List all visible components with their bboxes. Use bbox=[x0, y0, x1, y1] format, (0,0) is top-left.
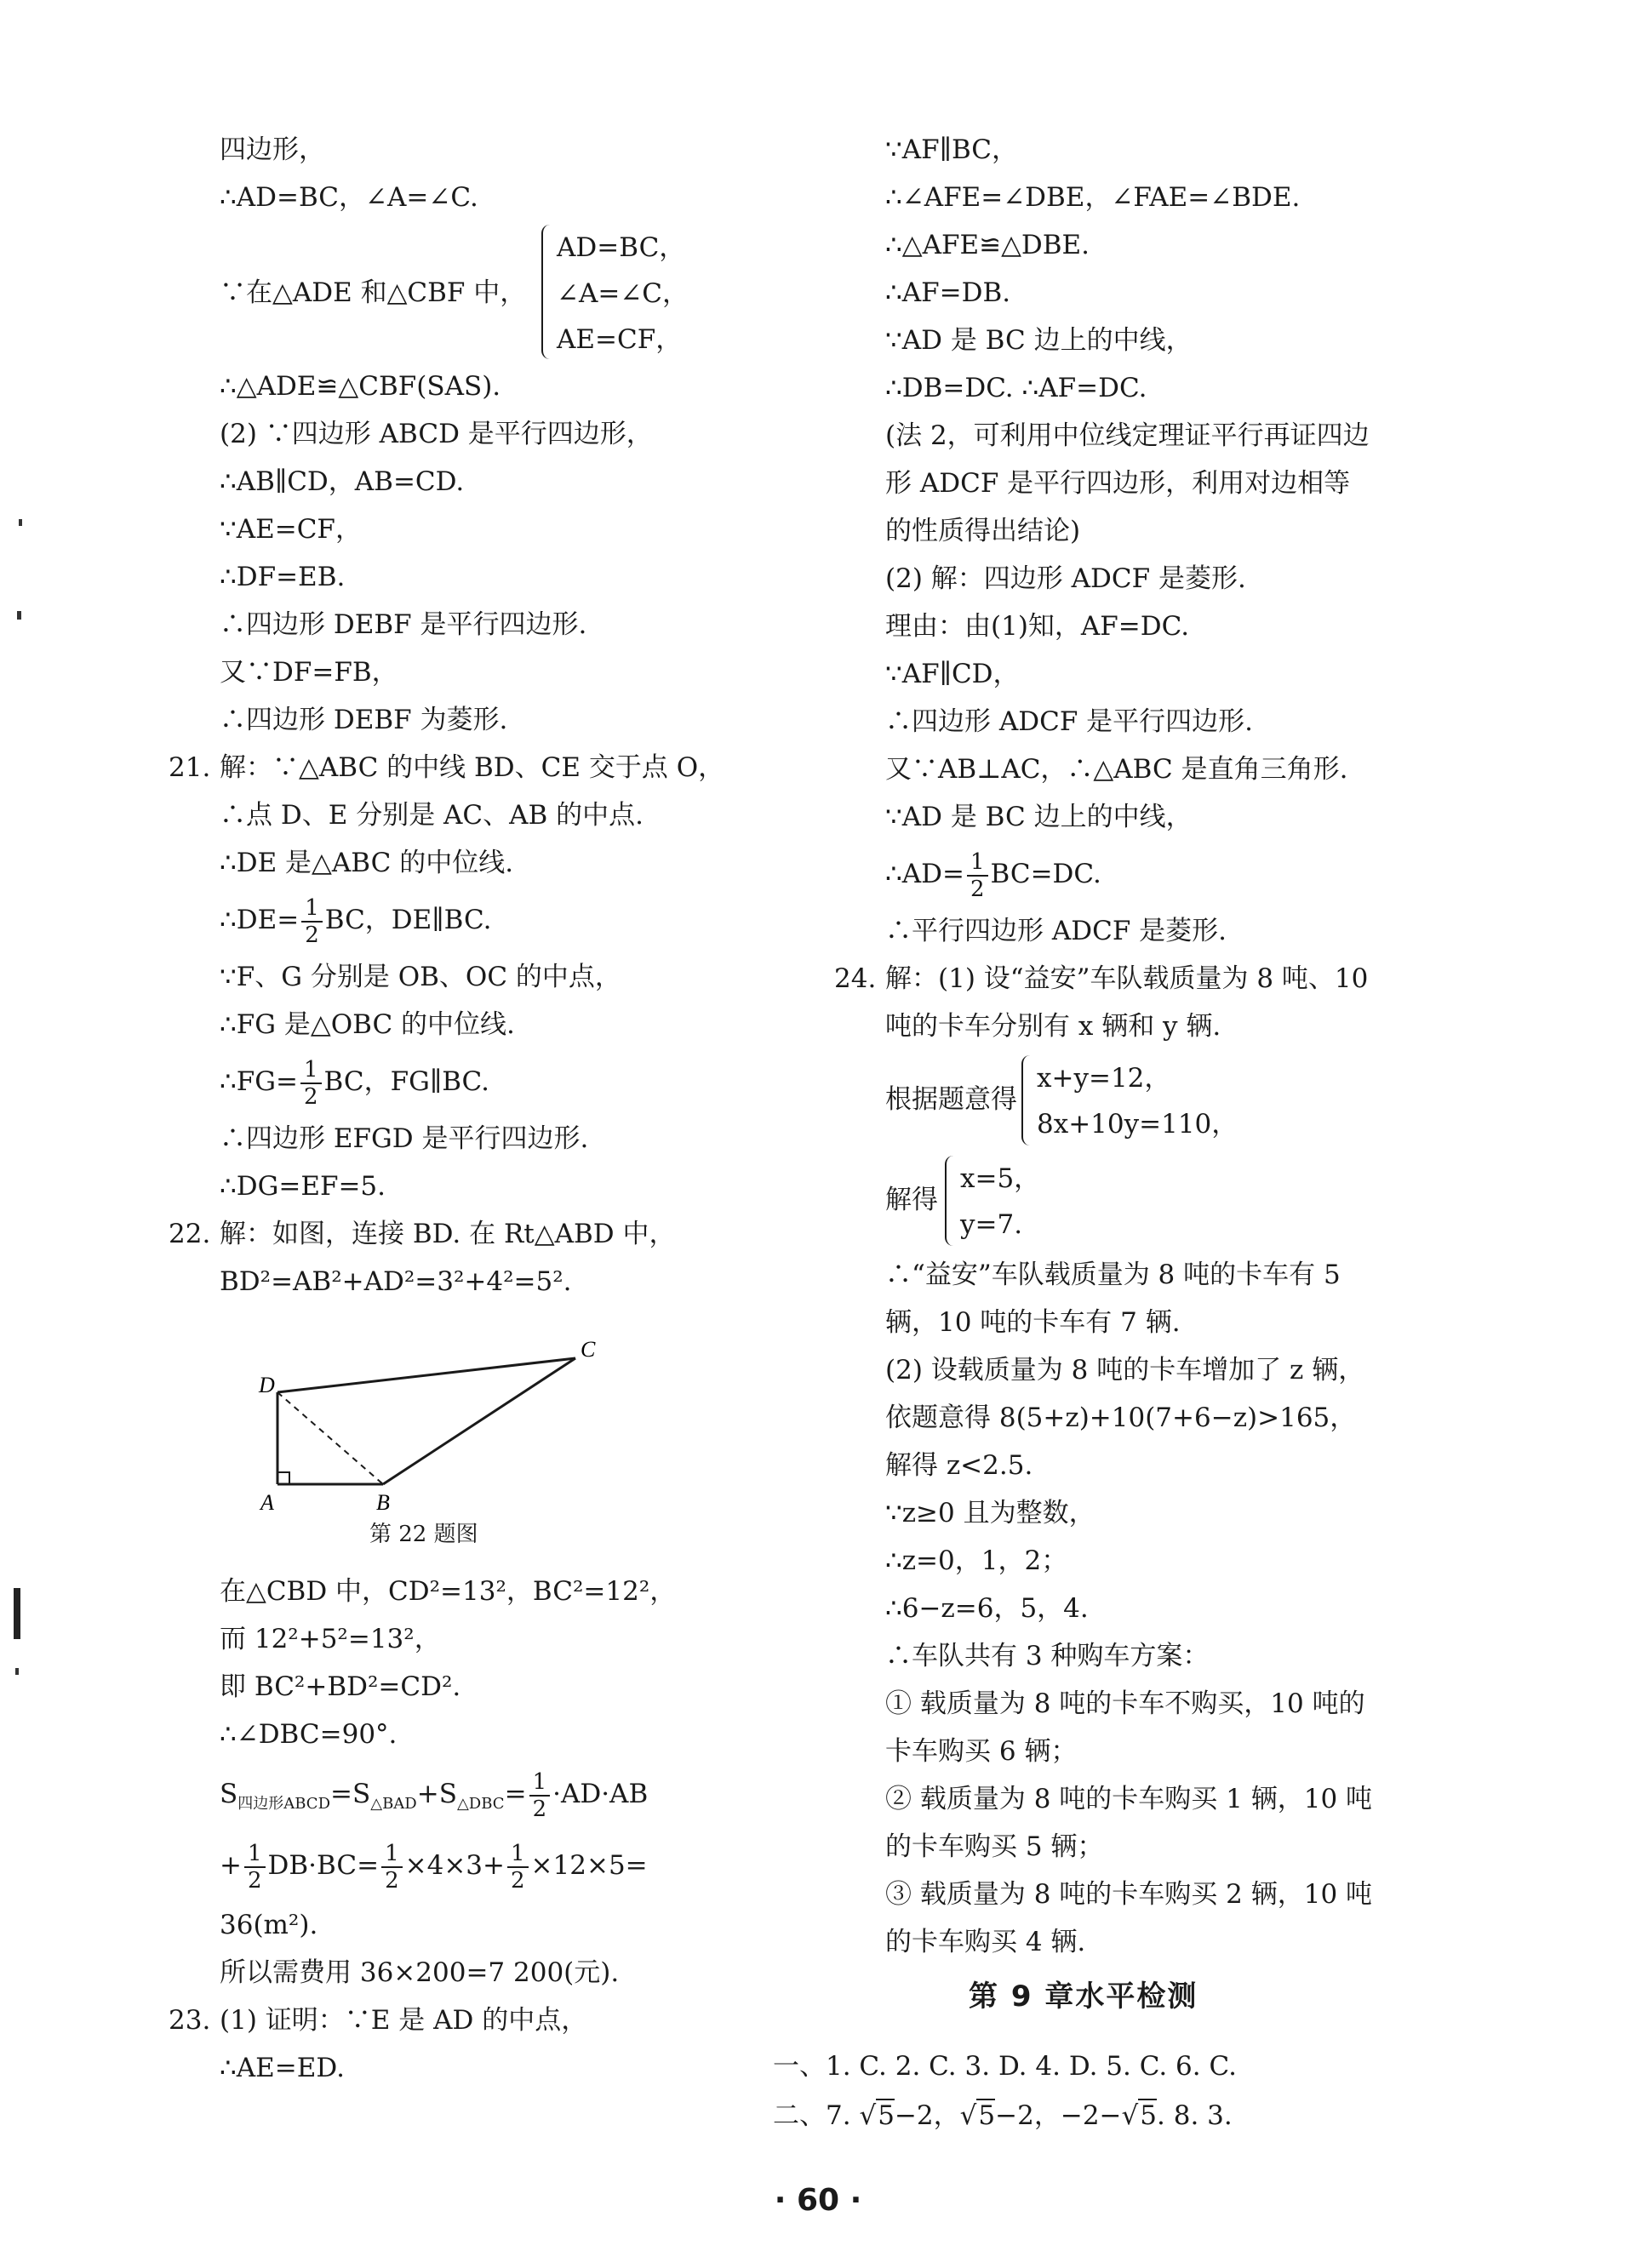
text-line: 辆，10 吨的卡车有 7 辆. bbox=[885, 1307, 1181, 1338]
text-part: BC，FG∥BC. bbox=[323, 1066, 490, 1097]
question-23 bbox=[169, 1997, 926, 2044]
text-line: 又∵AB⊥AC，∴△ABC 是直角三角形. bbox=[885, 754, 1348, 785]
sqrt-icon: √ bbox=[859, 2100, 877, 2131]
numerator: 1 bbox=[244, 1841, 266, 1868]
text-part: −2，−2− bbox=[995, 2100, 1122, 2131]
question-number: 24. bbox=[834, 963, 877, 994]
text-line: ∴平行四边形 ADCF 是菱形. bbox=[885, 916, 1227, 946]
text-line: ∴AB∥CD，AB=CD. bbox=[220, 466, 465, 497]
diagonal-bd bbox=[277, 1392, 383, 1484]
text-line: ∵F、G 分别是 OB、OC 的中点， bbox=[220, 962, 621, 992]
fraction-line bbox=[220, 1048, 926, 1115]
scan-mark bbox=[15, 1668, 19, 1675]
question-number: 21. bbox=[169, 752, 211, 783]
system-rows bbox=[541, 225, 689, 359]
text-part: ∴DE= bbox=[220, 905, 300, 935]
denominator: 2 bbox=[303, 1083, 318, 1110]
text-line: ∴AF=DB. bbox=[885, 277, 1011, 308]
radicand: 5 bbox=[978, 2100, 996, 2131]
brace-shape bbox=[1021, 1055, 1035, 1145]
text-line: ∴△AFE≌△DBE. bbox=[885, 230, 1090, 260]
text-line: 在△CBD 中，CD²=13²，BC²=12²， bbox=[220, 1576, 677, 1607]
right-angle-mark bbox=[277, 1472, 289, 1484]
text-line: 所以需费用 36×200=7 200(元). bbox=[220, 1957, 620, 1988]
text-line: (2) 解：四边形 ADCF 是菱形. bbox=[885, 563, 1246, 594]
text-line: ∴AE=ED. bbox=[220, 2053, 345, 2083]
text-line: ∴z=0，1，2； bbox=[885, 1545, 1068, 1576]
text-line: (1) 证明：∵E 是 AD 的中点， bbox=[220, 2005, 588, 2036]
text-line: ∴车队共有 3 种购车方案： bbox=[885, 1641, 1210, 1671]
text-part: ∴AD= bbox=[885, 859, 964, 889]
scan-mark bbox=[19, 519, 22, 526]
text-line: ∴AD=BC，∠A=∠C. bbox=[220, 182, 478, 213]
label-d: D bbox=[259, 1373, 275, 1397]
sqrt-icon: √ bbox=[959, 2100, 977, 2131]
area-formula-line bbox=[220, 1830, 926, 1901]
system-row: 8x+10y=110， bbox=[1037, 1109, 1238, 1140]
label-a: A bbox=[260, 1490, 274, 1515]
text-line: ∴四边形 EFGD 是平行四边形. bbox=[220, 1123, 589, 1154]
label-c: C bbox=[581, 1337, 596, 1362]
text-line: (法 2，可利用中位线定理证平行再证四边 bbox=[885, 420, 1370, 451]
fraction-half bbox=[301, 895, 323, 948]
numerator: 1 bbox=[300, 1057, 322, 1084]
text-line: 解得 z<2.5. bbox=[885, 1450, 1033, 1481]
radicand: 5 bbox=[1140, 2100, 1158, 2131]
radicand: 5 bbox=[878, 2100, 895, 2131]
text-line: 36(m²). bbox=[220, 1910, 318, 1940]
text-line: (2) ∵四边形 ABCD 是平行四边形， bbox=[220, 419, 653, 449]
text-line: ∴点 D、E 分别是 AC、AB 的中点. bbox=[220, 800, 644, 831]
text-part: + bbox=[220, 1850, 242, 1881]
sqrt-icon: √ bbox=[1121, 2100, 1139, 2131]
numerator: 1 bbox=[301, 895, 323, 923]
denominator: 2 bbox=[385, 1867, 399, 1894]
system-prefix: ∵在△ADE 和△CBF 中， bbox=[220, 277, 527, 308]
text-part: DB·BC= bbox=[267, 1850, 380, 1881]
text-line: ∵z≥0 且为整数， bbox=[885, 1498, 1095, 1528]
text-line: (2) 设载质量为 8 吨的卡车增加了 z 辆， bbox=[885, 1355, 1365, 1385]
text-line: ∵AF∥BC， bbox=[885, 134, 1019, 165]
text-part: −2， bbox=[894, 2100, 960, 2131]
text-line: ∴FG 是△OBC 的中位线. bbox=[220, 1009, 515, 1040]
text-part: 二、7. bbox=[773, 2100, 860, 2131]
text-part: ×12×5= bbox=[530, 1850, 648, 1881]
quadrilateral-figure bbox=[247, 1328, 604, 1523]
chapter-heading: 第 9 章水平检测 bbox=[969, 1980, 1198, 2014]
text-line: 的卡车购买 4 辆. bbox=[885, 1927, 1086, 1957]
subscript: △DBC bbox=[456, 1795, 505, 1814]
text-line: ∴∠DBC=90°. bbox=[220, 1719, 398, 1750]
text-line: 的性质得出结论) bbox=[885, 516, 1081, 546]
system-prefix: 根据题意得 bbox=[885, 1084, 1017, 1115]
scan-mark bbox=[14, 1588, 20, 1639]
fraction-half bbox=[529, 1769, 551, 1822]
fraction-half bbox=[300, 1057, 322, 1110]
text-part: =S bbox=[330, 1779, 371, 1809]
text-line: 而 12²+5²=13²， bbox=[220, 1624, 441, 1654]
right-column bbox=[834, 126, 1430, 1966]
fraction-half bbox=[507, 1841, 529, 1894]
text-line: ∴△ADE≌△CBF(SAS). bbox=[220, 371, 501, 402]
system-rows bbox=[945, 1156, 1040, 1246]
text-line: ∴∠AFE=∠DBE，∠FAE=∠BDE. bbox=[885, 182, 1301, 213]
text-line: 解：∵△ABC 的中线 BD、CE 交于点 O， bbox=[220, 752, 725, 783]
system-row: x=5， bbox=[960, 1163, 1041, 1194]
text-line: 四边形， bbox=[220, 134, 325, 165]
fraction-half bbox=[967, 849, 988, 902]
denominator: 2 bbox=[305, 922, 319, 948]
brace-shape bbox=[945, 1156, 958, 1246]
question-21 bbox=[169, 744, 926, 791]
text-part: ×4×3+ bbox=[404, 1850, 505, 1881]
text-part: S bbox=[220, 1779, 238, 1809]
denominator: 2 bbox=[970, 876, 985, 902]
text-part: BC，DE∥BC. bbox=[324, 905, 492, 935]
text-line: ∴6−z=6，5，4. bbox=[885, 1593, 1089, 1624]
text-line: 的卡车购买 5 辆； bbox=[885, 1831, 1104, 1862]
text-line: ① 载质量为 8 吨的卡车不购买，10 吨的 bbox=[885, 1688, 1365, 1719]
denominator: 2 bbox=[511, 1867, 525, 1894]
text-part: ∴FG= bbox=[220, 1066, 298, 1097]
left-column bbox=[169, 126, 926, 1305]
fraction-line bbox=[885, 841, 1430, 907]
system-prefix: 解得 bbox=[885, 1185, 938, 1215]
subscript: △BAD bbox=[370, 1795, 417, 1814]
text-line: 形 ADCF 是平行四边形，利用对边相等 bbox=[885, 468, 1351, 499]
question-24 bbox=[834, 955, 1430, 1003]
subscript: 四边形ABCD bbox=[237, 1795, 331, 1814]
system-row: y=7. bbox=[960, 1209, 1023, 1240]
text-line: ∴DB=DC. ∴AF=DC. bbox=[885, 373, 1147, 403]
text-line: 吨的卡车分别有 x 辆和 y 辆. bbox=[885, 1011, 1221, 1042]
text-line: 解：(1) 设“益安”车队载质量为 8 吨、10 bbox=[885, 963, 1369, 994]
text-line: ∴四边形 DEBF 是平行四边形. bbox=[220, 609, 587, 640]
text-line: ∴“益安”车队载质量为 8 吨的卡车有 5 bbox=[885, 1260, 1341, 1290]
brace-shape bbox=[541, 225, 555, 359]
text-line: 卡车购买 6 辆； bbox=[885, 1736, 1078, 1767]
left-column-continued bbox=[169, 1568, 926, 2092]
system-row: x+y=12， bbox=[1037, 1063, 1171, 1094]
question-22 bbox=[169, 1210, 926, 1258]
text-line: ∴DE 是△ABC 的中位线. bbox=[220, 848, 514, 878]
fraction-half bbox=[381, 1841, 403, 1894]
text-line: 依题意得 8(5+z)+10(7+6−z)>165， bbox=[885, 1403, 1357, 1433]
fraction-line bbox=[220, 887, 926, 953]
text-part: +S bbox=[416, 1779, 457, 1809]
numerator: 1 bbox=[381, 1841, 403, 1868]
text-line: BD²=AB²+AD²=3²+4²=5². bbox=[220, 1266, 572, 1297]
text-line: ③ 载质量为 8 吨的卡车购买 2 辆，10 吨 bbox=[885, 1879, 1373, 1910]
text-line: ∵AE=CF， bbox=[220, 514, 362, 545]
system-rows bbox=[1021, 1055, 1238, 1145]
text-line: ∵AD 是 BC 边上的中线， bbox=[885, 802, 1193, 832]
equation-system bbox=[885, 1151, 1430, 1251]
question-number: 23. bbox=[169, 2005, 211, 2036]
text-line: ∴四边形 DEBF 为菱形. bbox=[220, 705, 508, 735]
text-line: 理由：由(1)知，AF=DC. bbox=[885, 611, 1190, 642]
page-number: · 60 · bbox=[774, 2183, 862, 2218]
answer-line-2 bbox=[773, 2094, 1233, 2132]
text-line: ② 载质量为 8 吨的卡车购买 1 辆，10 吨 bbox=[885, 1784, 1373, 1814]
numerator: 1 bbox=[507, 1841, 529, 1868]
text-line: ∴四边形 ADCF 是平行四边形. bbox=[885, 706, 1254, 737]
text-line: 解：如图，连接 BD. 在 Rt△ABD 中， bbox=[220, 1219, 676, 1249]
text-line: ∵AD 是 BC 边上的中线， bbox=[885, 325, 1193, 356]
denominator: 2 bbox=[247, 1867, 262, 1894]
text-part: BC=DC. bbox=[990, 859, 1101, 889]
numerator: 1 bbox=[967, 849, 988, 877]
system-row: ∠A=∠C， bbox=[557, 278, 689, 309]
system-row: AE=CF， bbox=[557, 324, 683, 355]
text-line: ∴DF=EB. bbox=[220, 562, 346, 592]
answer-line-1: 一、1. C. 2. C. 3. D. 4. D. 5. C. 6. C. bbox=[773, 2051, 1237, 2082]
equation-system bbox=[220, 221, 926, 363]
text-line: ∴DG=EF=5. bbox=[220, 1171, 386, 1202]
denominator: 2 bbox=[532, 1796, 547, 1822]
text-part: ·AD·AB bbox=[552, 1779, 649, 1809]
scan-mark bbox=[17, 611, 21, 620]
question-number: 22. bbox=[169, 1219, 211, 1249]
fraction-half bbox=[244, 1841, 266, 1894]
text-part: = bbox=[504, 1779, 527, 1809]
text-line: ∵AF∥CD， bbox=[885, 659, 1020, 689]
equation-system bbox=[885, 1050, 1430, 1151]
numerator: 1 bbox=[529, 1769, 551, 1797]
text-line: 又∵DF=FB， bbox=[220, 657, 398, 688]
text-part: . 8. 3. bbox=[1157, 2100, 1233, 2131]
system-row: AD=BC， bbox=[557, 232, 686, 263]
text-line: 即 BC²+BD²=CD². bbox=[220, 1671, 461, 1702]
label-b: B bbox=[376, 1490, 390, 1515]
area-formula-line bbox=[220, 1758, 926, 1830]
figure-caption: 第 22 题图 bbox=[369, 1522, 478, 1547]
